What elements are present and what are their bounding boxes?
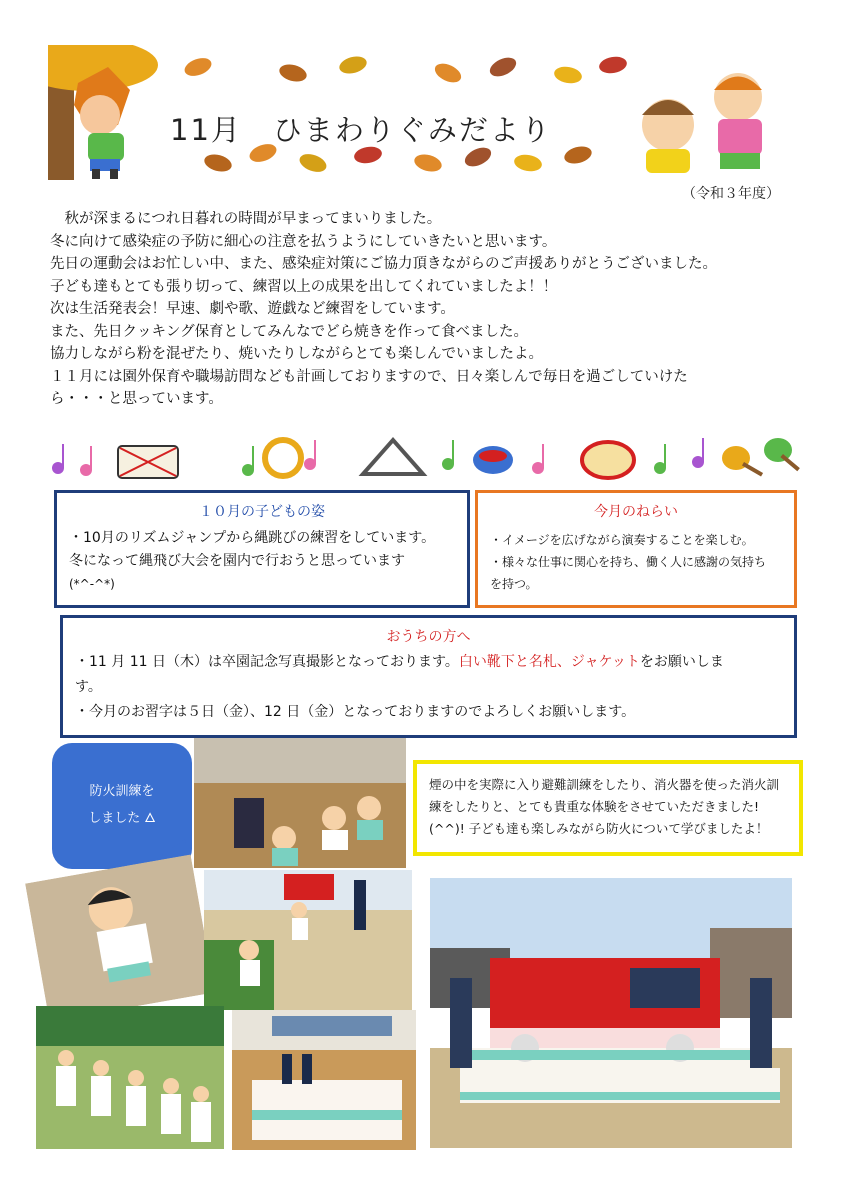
notice-highlight: 白い靴下と名札、ジャケット <box>458 654 640 670</box>
intro-line: １１月には園外保育や職場訪問なども計画しておりますので、日々楽しんで毎日を過ごしていけた <box>50 368 688 385</box>
photo-crawling-child <box>25 854 215 1021</box>
photo-hall-assembly <box>232 1010 416 1150</box>
photo-smoke-room <box>194 738 406 868</box>
intro-line: 先日の運動会はお忙しい中、また、感染症対策にご協力頂きながらのご声援ありがとうございました。 <box>50 256 717 272</box>
notice-text: ・11 月 11 日（木）は卒園記念写真撮影となっております。 <box>75 654 459 670</box>
maracas-icon <box>722 438 800 476</box>
children-illustration <box>642 73 762 173</box>
monthly-aim-line: ・イメージを広げながら演奏することを楽しむ。 <box>490 533 754 547</box>
notice-to-parents-box <box>60 615 797 738</box>
monthly-aim-line: ・様々な仕事に関心を持ち、働く人に感謝の気持ち <box>490 555 767 569</box>
tambourine-2-icon <box>582 442 634 478</box>
intro-line: 秋が深まるにつれ日暮れの時間が早まってまいりました。 <box>50 211 442 227</box>
notice-text: をお願いしま <box>639 654 724 670</box>
monthly-aim-title: 今月のねらい <box>594 504 678 520</box>
photo-fire-truck-group <box>430 878 792 1148</box>
fire-drill-description: 煙の中を実際に入り避難訓練をしたり、消火器を使った消火訓練をしたりと、とても貴重な体験をさせていただきました!(^^)! 子ども達も楽しみながら防火について学びましたよ！ <box>413 760 803 856</box>
castanets-icon <box>473 446 513 474</box>
fiscal-year: （令和３年度） <box>682 186 780 202</box>
page-title: 11月 ひまわりぐみだより <box>170 113 552 147</box>
speech-bubble-text <box>52 778 192 832</box>
notice-title: おうちの方へ <box>386 629 471 645</box>
notice-line: ・今月のお習字は５日（金）、12 日（金）となっておりますのでよろしくお願いします。 <box>75 704 636 720</box>
intro-text <box>50 208 810 411</box>
photo-outdoor-line <box>36 1006 224 1149</box>
intro-line: ら・・・と思っています。 <box>50 391 223 407</box>
intro-line: 冬に向けて感染症の予防に細心の注意を払うようにしていきたいと思います。 <box>50 233 557 250</box>
flame-icon: 🜂 <box>144 811 156 826</box>
children-status-line: ・10月のリズムジャンプから縄跳びの練習をしています。 <box>69 530 436 546</box>
boy-illustration <box>74 67 130 179</box>
intro-line: また、先日クッキング保育としてみんなでどら焼きを作って食べました。 <box>50 323 529 340</box>
bubble-line: しました 🜂 <box>88 811 156 826</box>
monthly-aim-box <box>475 490 797 608</box>
tambourine-icon <box>265 440 301 476</box>
music-instruments-band <box>48 432 808 484</box>
notice-line <box>63 650 794 675</box>
intro-line: 協力しながら粉を混ぜたり、焼いたりしながらとても楽しんでいましたよ。 <box>50 346 543 362</box>
intro-line: 次は生活発表会！早速、劇や歌、遊戯など練習をしています。 <box>50 301 455 317</box>
children-status-box <box>54 490 470 608</box>
children-status-line: (*^-^*) <box>69 577 115 591</box>
bubble-line: 防火訓練を <box>89 784 155 799</box>
photo-extinguisher-practice <box>204 870 412 1010</box>
triangle-icon <box>363 440 423 474</box>
children-status-line: 冬になって縄飛び大会を園内で行おうと思っています <box>69 553 405 569</box>
drum-icon <box>118 446 178 478</box>
children-status-title: １０月の子どもの姿 <box>199 504 325 520</box>
intro-line: 子ども達もとても張り切って、練習以上の成果を出してくれていましたよ！！ <box>50 278 558 295</box>
monthly-aim-line: を持つ。 <box>490 577 538 591</box>
notice-line: す。 <box>75 679 102 695</box>
